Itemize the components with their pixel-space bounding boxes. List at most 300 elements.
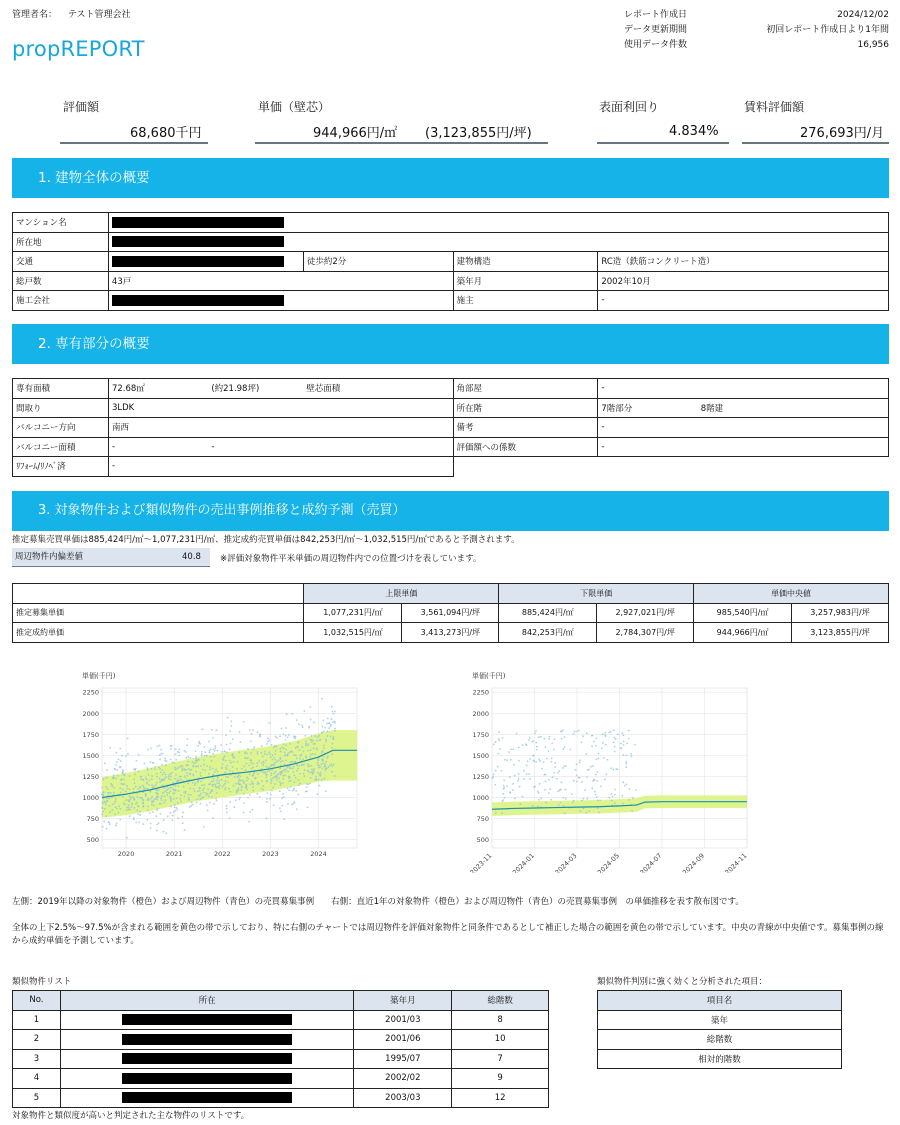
scatter-point: [102, 826, 104, 828]
scatter-point: [579, 759, 581, 761]
scatter-point: [624, 785, 626, 787]
scatter-point: [198, 741, 200, 743]
scatter-point: [548, 779, 550, 781]
scatter-point: [186, 744, 188, 746]
scatter-point: [497, 766, 499, 768]
scatter-point: [288, 734, 290, 736]
scatter-point: [208, 741, 210, 743]
scatter-point: [201, 751, 203, 753]
scatter-point: [263, 789, 265, 791]
scatter-point: [503, 788, 505, 790]
scatter-point: [612, 796, 614, 798]
scatter-point: [334, 730, 336, 732]
scatter-point: [196, 798, 198, 800]
scatter-point: [553, 749, 555, 751]
scatter-point: [180, 794, 182, 796]
scatter-point: [290, 750, 292, 752]
scatter-point: [285, 739, 287, 741]
scatter-point: [187, 756, 189, 758]
scatter-point: [150, 747, 152, 749]
scatter-point: [614, 794, 616, 796]
scatter-point: [188, 794, 190, 796]
y-tick-label: 1750: [472, 730, 489, 739]
scatter-point: [126, 785, 128, 787]
scatter-point: [265, 772, 267, 774]
scatter-point: [284, 755, 286, 757]
scatter-point: [296, 719, 298, 721]
scatter-point: [572, 802, 574, 804]
scatter-point: [250, 762, 252, 764]
scatter-point: [270, 774, 272, 776]
scatter-point: [101, 793, 103, 795]
scatter-point: [269, 770, 271, 772]
scatter-point: [622, 781, 624, 783]
scatter-point: [545, 780, 547, 782]
scatter-point: [298, 723, 300, 725]
scatter-point: [495, 812, 497, 814]
scatter-point: [605, 773, 607, 775]
scatter-point: [181, 816, 183, 818]
scatter-point: [170, 773, 172, 775]
scatter-point: [562, 797, 564, 799]
scatter-point: [165, 790, 167, 792]
scatter-point: [204, 784, 206, 786]
scatter-point: [128, 807, 130, 809]
scatter-point: [276, 776, 278, 778]
scatter-point: [156, 776, 158, 778]
scatter-point: [200, 775, 202, 777]
scatter-point: [135, 803, 137, 805]
scatter-point: [586, 732, 588, 734]
scatter-point: [565, 798, 567, 800]
scatter-point: [283, 743, 285, 745]
scatter-point: [108, 792, 110, 794]
similar-list-table: [12, 990, 549, 1108]
redacted-block: [112, 236, 284, 247]
scatter-point: [116, 823, 118, 825]
section-unit-overview: 2. 専有部分の概要: [12, 324, 889, 364]
scatter-point: [172, 815, 174, 817]
scatter-point: [271, 772, 273, 774]
scatter-point: [607, 759, 609, 761]
scatter-point: [161, 795, 163, 797]
scatter-point: [216, 800, 218, 802]
factors-title: 類似物件判別に強く効くと分析された項目：: [597, 977, 768, 987]
deviation-note: ※評価対象物件平米単価の周辺物件内での位置づけを表しています。: [220, 554, 482, 564]
scatter-point: [126, 809, 128, 811]
scatter-point: [262, 785, 264, 787]
scatter-point: [609, 797, 611, 799]
scatter-point: [199, 772, 201, 774]
scatter-point: [203, 746, 205, 748]
scatter-point: [504, 797, 506, 799]
scatter-point: [109, 811, 111, 813]
scatter-point: [330, 736, 332, 738]
scatter-point: [617, 733, 619, 735]
scatter-point: [187, 765, 189, 767]
scatter-point: [322, 762, 324, 764]
x-tick-label: 2024-01: [511, 851, 536, 873]
scatter-point: [104, 808, 106, 810]
scatter-point: [292, 790, 294, 792]
scatter-point: [213, 778, 215, 780]
scatter-point: [321, 779, 323, 781]
scatter-point: [275, 736, 277, 738]
scatter-point: [287, 755, 289, 757]
scatter-point: [575, 769, 577, 771]
scatter-point: [200, 765, 202, 767]
scatter-point: [174, 767, 176, 769]
scatter-point: [259, 736, 261, 738]
scatter-point: [252, 774, 254, 776]
scatter-point: [614, 746, 616, 748]
scatter-point: [153, 804, 155, 806]
scatter-point: [247, 757, 249, 759]
scatter-point: [320, 772, 322, 774]
scatter-point: [634, 744, 636, 746]
scatter-point: [202, 729, 204, 731]
scatter-point: [191, 801, 193, 803]
scatter-point: [142, 823, 144, 825]
scatter-point: [266, 743, 268, 745]
scatter-point: [129, 775, 131, 777]
scatter-point: [163, 791, 165, 793]
scatter-point: [185, 777, 187, 779]
scatter-point: [214, 756, 216, 758]
scatter-point: [628, 799, 630, 801]
scatter-point: [598, 757, 600, 759]
scatter-point: [235, 783, 237, 785]
scatter-point: [635, 789, 637, 791]
table-row: バルコニー方向 南西 備考 -: [13, 418, 889, 438]
scatter-point: [204, 755, 206, 757]
scatter-point: [276, 779, 278, 781]
scatter-point: [230, 743, 232, 745]
scatter-point: [492, 776, 494, 778]
scatter-point: [105, 815, 107, 817]
scatter-point: [228, 817, 230, 819]
scatter-point: [243, 793, 245, 795]
scatter-point: [168, 792, 170, 794]
scatter-point: [233, 785, 235, 787]
scatter-point: [291, 804, 293, 806]
scatter-point: [270, 764, 272, 766]
scatter-point: [628, 788, 630, 790]
scatter-point: [168, 778, 170, 780]
scatter-point: [557, 772, 559, 774]
scatter-point: [303, 773, 305, 775]
scatter-point: [209, 750, 211, 752]
y-tick-label: 1500: [82, 751, 99, 760]
scatter-point: [333, 738, 335, 740]
scatter-point: [202, 789, 204, 791]
scatter-point: [141, 797, 143, 799]
scatter-point: [311, 771, 313, 773]
scatter-point: [240, 789, 242, 791]
scatter-point: [123, 802, 125, 804]
scatter-point: [279, 735, 281, 737]
scatter-point: [549, 788, 551, 790]
scatter-point: [301, 725, 303, 727]
scatter-point: [216, 729, 218, 731]
scatter-point: [499, 748, 501, 750]
scatter-point: [119, 748, 121, 750]
scatter-point: [519, 803, 521, 805]
scatter-chart-last-year: [470, 668, 760, 873]
scatter-point: [604, 778, 606, 780]
scatter-point: [323, 765, 325, 767]
scatter-point: [150, 761, 152, 763]
scatter-point: [125, 799, 127, 801]
scatter-point: [224, 751, 226, 753]
building-table: [12, 212, 889, 311]
scatter-point: [587, 769, 589, 771]
scatter-point: [170, 748, 172, 750]
scatter-point: [495, 741, 497, 743]
scatter-point: [256, 751, 258, 753]
scatter-point: [239, 778, 241, 780]
scatter-point: [576, 763, 578, 765]
scatter-point: [269, 739, 271, 741]
scatter-point: [297, 741, 299, 743]
scatter-point: [272, 759, 274, 761]
logo: propREPORT: [12, 37, 145, 61]
scatter-point: [160, 797, 162, 799]
scatter-point: [152, 762, 154, 764]
scatter-point: [156, 799, 158, 801]
scatter-point: [102, 803, 104, 805]
scatter-point: [103, 791, 105, 793]
scatter-point: [529, 737, 531, 739]
scatter-point: [274, 763, 276, 765]
scatter-point: [226, 808, 228, 810]
scatter-point: [554, 766, 556, 768]
scatter-point: [289, 776, 291, 778]
scatter-point: [127, 738, 129, 740]
scatter-point: [151, 778, 153, 780]
scatter-point: [225, 734, 227, 736]
scatter-point: [260, 752, 262, 754]
scatter-point: [121, 755, 123, 757]
scatter-point: [156, 830, 158, 832]
scatter-point: [319, 785, 321, 787]
scatter-point: [587, 798, 589, 800]
scatter-point: [281, 747, 283, 749]
scatter-point: [185, 757, 187, 759]
scatter-point: [209, 768, 211, 770]
scatter-point: [142, 802, 144, 804]
scatter-point: [533, 755, 535, 757]
scatter-point: [243, 765, 245, 767]
scatter-point: [334, 728, 336, 730]
scatter-point: [299, 749, 301, 751]
scatter-point: [106, 800, 108, 802]
scatter-point: [177, 781, 179, 783]
scatter-point: [534, 732, 536, 734]
scatter-point: [180, 776, 182, 778]
scatter-point: [186, 764, 188, 766]
scatter-point: [536, 749, 538, 751]
scatter-point: [246, 763, 248, 765]
scatter-point: [189, 788, 191, 790]
scatter-point: [206, 765, 208, 767]
scatter-point: [246, 780, 248, 782]
scatter-point: [620, 743, 622, 745]
scatter-point: [222, 786, 224, 788]
scatter-point: [221, 767, 223, 769]
scatter-point: [308, 743, 310, 745]
scatter-point: [590, 766, 592, 768]
scatter-point: [147, 809, 149, 811]
scatter-point: [133, 819, 135, 821]
scatter-point: [295, 754, 297, 756]
scatter-point: [321, 732, 323, 734]
scatter-point: [272, 787, 274, 789]
scatter-point: [305, 757, 307, 759]
scatter-point: [240, 784, 242, 786]
scatter-point: [174, 778, 176, 780]
scatter-point: [223, 759, 225, 761]
scatter-point: [157, 808, 159, 810]
scatter-point: [252, 729, 254, 731]
scatter-point: [497, 753, 499, 755]
scatter-point: [129, 815, 131, 817]
scatter-point: [538, 758, 540, 760]
scatter-point: [243, 812, 245, 814]
scatter-point: [160, 749, 162, 751]
scatter-point: [232, 771, 234, 773]
scatter-point: [164, 795, 166, 797]
scatter-point: [284, 769, 286, 771]
table-row: 2 2001/06 10: [13, 1030, 549, 1050]
scatter-point: [125, 755, 127, 757]
scatter-point: [318, 735, 320, 737]
scatter-point: [325, 790, 327, 792]
scatter-point: [247, 797, 249, 799]
y-tick-label: 1500: [472, 751, 489, 760]
scatter-point: [218, 786, 220, 788]
scatter-point: [611, 800, 613, 802]
scatter-point: [545, 774, 547, 776]
scatter-point: [303, 710, 305, 712]
scatter-point: [115, 825, 117, 827]
scatter-point: [287, 803, 289, 805]
scatter-point: [158, 822, 160, 824]
similar-footnote: 対象物件と類似度が高いと判定された主な物件のリストです。: [12, 1111, 250, 1121]
scatter-point: [164, 777, 166, 779]
scatter-point: [285, 744, 287, 746]
scatter-point: [331, 706, 333, 708]
scatter-point: [129, 795, 131, 797]
scatter-point: [139, 821, 141, 823]
scatter-point: [518, 760, 520, 762]
scatter-point: [527, 760, 529, 762]
scatter-point: [253, 748, 255, 750]
scatter-point: [311, 768, 313, 770]
scatter-point: [119, 787, 121, 789]
scatter-point: [155, 815, 157, 817]
scatter-point: [201, 797, 203, 799]
scatter-point: [156, 809, 158, 811]
scatter-point: [504, 759, 506, 761]
scatter-point: [563, 805, 565, 807]
scatter-point: [322, 726, 324, 728]
scatter-point: [252, 766, 254, 768]
scatter-point: [554, 762, 556, 764]
scatter-point: [510, 748, 512, 750]
scatter-point: [304, 769, 306, 771]
scatter-point: [503, 793, 505, 795]
scatter-point: [279, 807, 281, 809]
scatter-point: [581, 741, 583, 743]
scatter-point: [216, 779, 218, 781]
scatter-point: [225, 780, 227, 782]
scatter-point: [133, 807, 135, 809]
scatter-point: [565, 765, 567, 767]
scatter-point: [305, 791, 307, 793]
scatter-point: [138, 797, 140, 799]
scatter-point: [316, 779, 318, 781]
scatter-point: [236, 791, 238, 793]
scatter-point: [170, 759, 172, 761]
scatter-point: [331, 765, 333, 767]
x-tick-label: 2024-07: [638, 851, 664, 873]
scatter-point: [210, 756, 212, 758]
scatter-point: [194, 784, 196, 786]
kpi-valuation: 評価額 68,680千円: [60, 98, 210, 115]
scatter-point: [252, 783, 254, 785]
table-row: 専有面積 72.68㎡ (約21.98坪) 壁芯面積 角部屋 -: [13, 379, 889, 399]
scatter-point: [244, 752, 246, 754]
scatter-point: [310, 749, 312, 751]
scatter-point: [563, 746, 565, 748]
scatter-point: [226, 768, 228, 770]
scatter-point: [318, 779, 320, 781]
scatter-point: [245, 787, 247, 789]
scatter-point: [189, 757, 191, 759]
scatter-point: [623, 744, 625, 746]
scatter-point: [269, 753, 271, 755]
scatter-point: [284, 751, 286, 753]
scatter-point: [209, 766, 211, 768]
y-tick-label: 1750: [82, 730, 99, 739]
scatter-point: [106, 769, 108, 771]
scatter-point: [279, 767, 281, 769]
scatter-point: [284, 770, 286, 772]
scatter-point: [586, 776, 588, 778]
scatter-point: [302, 751, 304, 753]
scatter-point: [573, 780, 575, 782]
scatter-point: [195, 756, 197, 758]
scatter-point: [275, 759, 277, 761]
scatter-point: [164, 787, 166, 789]
scatter-point: [281, 805, 283, 807]
meta-row: 使用データ件数 16,956: [624, 40, 889, 50]
scatter-point: [296, 757, 298, 759]
scatter-point: [202, 769, 204, 771]
scatter-point: [612, 769, 614, 771]
scatter-point: [241, 786, 243, 788]
x-tick-label: 2022: [214, 850, 231, 858]
y-tick-label: 2000: [82, 709, 99, 718]
scatter-point: [207, 788, 209, 790]
chart-right: [470, 668, 760, 876]
scatter-point: [214, 783, 216, 785]
scatter-point: [237, 782, 239, 784]
scatter-point: [214, 750, 216, 752]
y-axis-label: 単価(千円): [82, 672, 116, 680]
scatter-point: [262, 771, 264, 773]
